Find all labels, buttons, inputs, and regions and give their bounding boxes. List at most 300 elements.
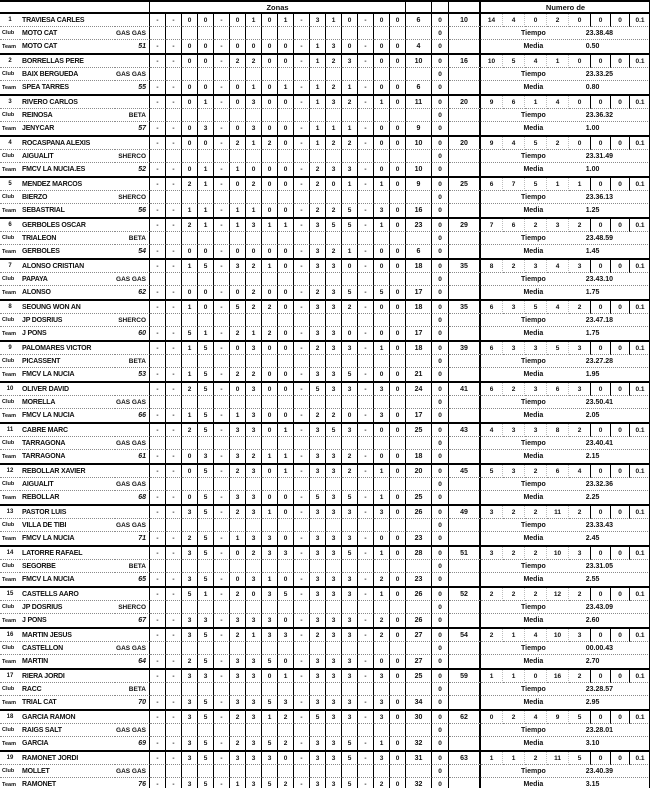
zone-score-lap2: - bbox=[166, 122, 182, 135]
zone-empty-cell bbox=[214, 765, 230, 778]
bike-brand: BETA bbox=[115, 232, 150, 245]
rider-club-row bbox=[0, 355, 649, 368]
team-name: FMCV LA NUCIA bbox=[22, 535, 75, 542]
club-label: Club bbox=[0, 109, 20, 122]
lap2-penalty: 0 bbox=[432, 532, 449, 545]
zone-score-lap2: 3 bbox=[342, 532, 358, 545]
club-penalty: 0 bbox=[432, 314, 449, 327]
zone-score-lap2: 1 bbox=[310, 81, 326, 94]
rider-rank: 14 bbox=[0, 547, 20, 560]
zone-empty-cell bbox=[198, 683, 214, 696]
score-count: 5 bbox=[525, 137, 547, 150]
zone-score-lap1: 5 bbox=[342, 547, 358, 560]
club-name: TARRAGONA bbox=[20, 437, 115, 450]
media-label: Media bbox=[523, 576, 544, 583]
team-label: Team bbox=[2, 699, 16, 706]
media-label: Media bbox=[523, 371, 544, 378]
zone-score-lap2: 3 bbox=[278, 696, 294, 709]
zone-score-lap1: 0 bbox=[278, 506, 294, 519]
zone-score-lap2: - bbox=[150, 40, 166, 53]
zone-score-lap2: - bbox=[150, 778, 166, 788]
zone-score-lap2: 5 bbox=[310, 491, 326, 504]
rider-lap2-row bbox=[0, 655, 649, 668]
zone-score-lap1: - bbox=[294, 629, 310, 642]
lap1-total: 26 bbox=[406, 588, 432, 601]
media-label: Media bbox=[523, 43, 544, 50]
zone-empty-cell bbox=[278, 355, 294, 368]
club-label: Club bbox=[0, 601, 20, 614]
zone-score-lap1: 0 bbox=[374, 260, 390, 273]
score-count: 2 bbox=[525, 506, 547, 519]
tiempo-cell bbox=[479, 601, 650, 614]
club-penalty: 0 bbox=[432, 601, 449, 614]
media-cell bbox=[479, 327, 650, 340]
zone-score-lap1: 0 bbox=[278, 260, 294, 273]
zone-score-lap1: 3 bbox=[230, 670, 246, 683]
zone-score-lap2: - bbox=[214, 737, 230, 750]
zone-empty-cell bbox=[278, 396, 294, 409]
points-empty-cell bbox=[449, 204, 481, 217]
brand-spacer bbox=[115, 178, 150, 191]
total-empty-cell bbox=[406, 478, 432, 491]
club-penalty: 0 bbox=[432, 642, 449, 655]
zone-score-lap1: 3 bbox=[326, 342, 342, 355]
zone-empty-cell bbox=[342, 68, 358, 81]
club-label: Club bbox=[0, 560, 20, 573]
zone-score-lap1: - bbox=[214, 178, 230, 191]
zone-score-lap1: 1 bbox=[374, 219, 390, 232]
zone-score-lap1: 1 bbox=[310, 96, 326, 109]
rider-number: 56 bbox=[115, 204, 150, 217]
lap2-total: 17 bbox=[406, 327, 432, 340]
zone-empty-cell bbox=[358, 355, 374, 368]
rider-club-row bbox=[0, 437, 649, 450]
zone-empty-cell bbox=[230, 150, 246, 163]
score-count: 4 bbox=[547, 260, 569, 273]
zone-empty-cell bbox=[166, 273, 182, 286]
zone-empty-cell bbox=[198, 519, 214, 532]
brand-spacer bbox=[115, 301, 150, 314]
total-empty-cell bbox=[406, 601, 432, 614]
zone-score-lap1: - bbox=[150, 506, 166, 519]
zone-score-lap2: 3 bbox=[310, 327, 326, 340]
extra-col-2: 0 bbox=[611, 506, 630, 519]
zone-score-lap2: - bbox=[358, 737, 374, 750]
zone-score-lap2: - bbox=[150, 532, 166, 545]
lap1-total: 25 bbox=[406, 424, 432, 437]
zone-empty-cell bbox=[166, 601, 182, 614]
tiempo-cell bbox=[479, 519, 650, 532]
zone-score-lap2: 2 bbox=[342, 450, 358, 463]
zone-score-lap2: 2 bbox=[246, 286, 262, 299]
zone-score-lap1: 1 bbox=[246, 629, 262, 642]
rider-club-row bbox=[0, 478, 649, 491]
zone-empty-cell bbox=[278, 519, 294, 532]
team-label: Team bbox=[2, 494, 16, 501]
zone-score-lap1: 3 bbox=[342, 383, 358, 396]
team-name: MARTIN bbox=[22, 658, 49, 665]
points-empty-cell bbox=[449, 560, 481, 573]
media-label: Media bbox=[523, 248, 544, 255]
points-empty-cell bbox=[449, 40, 481, 53]
points-total: 39 bbox=[449, 342, 481, 355]
bike-brand: GAS GAS bbox=[115, 765, 150, 778]
zone-score-lap1: 3 bbox=[310, 752, 326, 765]
zone-score-lap2: - bbox=[358, 368, 374, 381]
zone-score-lap2: 3 bbox=[374, 204, 390, 217]
zone-empty-cell bbox=[246, 437, 262, 450]
total-empty-cell bbox=[406, 437, 432, 450]
tiempo-value: 23.43.09 bbox=[585, 603, 614, 611]
zone-empty-cell bbox=[214, 560, 230, 573]
score-count: 7 bbox=[481, 219, 503, 232]
zone-empty-cell bbox=[150, 478, 166, 491]
zone-empty-cell bbox=[182, 314, 198, 327]
zone-score-lap1: 3 bbox=[230, 752, 246, 765]
rider-lap1-row bbox=[0, 547, 649, 560]
zone-empty-cell bbox=[214, 683, 230, 696]
zone-empty-cell bbox=[166, 68, 182, 81]
zone-score-lap2: 0 bbox=[278, 163, 294, 176]
zone-empty-cell bbox=[198, 724, 214, 737]
zone-score-lap2: 1 bbox=[182, 368, 198, 381]
zone-score-lap2: 0 bbox=[374, 245, 390, 258]
zone-score-lap2: - bbox=[294, 368, 310, 381]
zone-score-lap2: 0 bbox=[262, 368, 278, 381]
zone-score-lap2: - bbox=[166, 286, 182, 299]
zone-score-lap2: - bbox=[166, 696, 182, 709]
zone-empty-cell bbox=[390, 232, 406, 245]
zone-empty-cell bbox=[390, 27, 406, 40]
zone-score-lap2: 3 bbox=[342, 614, 358, 627]
zone-empty-cell bbox=[390, 519, 406, 532]
zone-empty-cell bbox=[278, 642, 294, 655]
zone-empty-cell bbox=[342, 519, 358, 532]
rider-rank: 5 bbox=[0, 178, 20, 191]
extra-col-1: 0 bbox=[591, 14, 611, 27]
score-count: 0 bbox=[481, 711, 503, 724]
zone-score-lap2: 3 bbox=[326, 286, 342, 299]
zone-empty-cell bbox=[326, 27, 342, 40]
rider-rank: 6 bbox=[0, 219, 20, 232]
extra-col-2: 0 bbox=[611, 588, 630, 601]
points-total: 20 bbox=[449, 96, 481, 109]
club-name: MOTO CAT bbox=[20, 27, 115, 40]
zone-score-lap2: - bbox=[214, 573, 230, 586]
zone-empty-cell bbox=[230, 560, 246, 573]
tiempo-label: Tiempo bbox=[521, 111, 546, 119]
team-label: Team bbox=[2, 125, 16, 132]
zone-score-lap1: 0 bbox=[374, 55, 390, 68]
media-cell bbox=[479, 491, 650, 504]
zone-score-lap1: 0 bbox=[390, 14, 406, 27]
zone-score-lap2: 2 bbox=[262, 327, 278, 340]
zone-empty-cell bbox=[214, 27, 230, 40]
zone-score-lap2: 3 bbox=[182, 696, 198, 709]
extra-col-1: 0 bbox=[591, 383, 611, 396]
media-cell bbox=[479, 614, 650, 627]
zone-score-lap2: 2 bbox=[374, 614, 390, 627]
tiempo-cell bbox=[479, 683, 650, 696]
zone-empty-cell bbox=[358, 683, 374, 696]
points-empty-cell bbox=[449, 273, 481, 286]
zone-empty-cell bbox=[166, 396, 182, 409]
club-penalty: 0 bbox=[432, 232, 449, 245]
score-count: 2 bbox=[525, 547, 547, 560]
rider-number: 52 bbox=[115, 163, 150, 176]
rider-name: MARTIN JESUS bbox=[20, 629, 115, 642]
zone-score-lap2: 3 bbox=[182, 573, 198, 586]
zone-score-lap2: 0 bbox=[374, 81, 390, 94]
club-label: Club bbox=[0, 68, 20, 81]
zone-score-lap2: 5 bbox=[182, 327, 198, 340]
media-cell bbox=[479, 286, 650, 299]
zone-empty-cell bbox=[182, 355, 198, 368]
club-penalty: 0 bbox=[432, 683, 449, 696]
zone-score-lap2: 0 bbox=[262, 491, 278, 504]
zone-score-lap2: - bbox=[358, 40, 374, 53]
zone-score-lap2: 5 bbox=[198, 368, 214, 381]
zone-empty-cell bbox=[182, 27, 198, 40]
score-count: 3 bbox=[569, 629, 591, 642]
score-count: 0 bbox=[569, 14, 591, 27]
zone-empty-cell bbox=[294, 437, 310, 450]
zone-score-lap1: - bbox=[294, 260, 310, 273]
zone-empty-cell bbox=[230, 601, 246, 614]
zone-score-lap1: - bbox=[294, 178, 310, 191]
zone-score-lap2: - bbox=[358, 696, 374, 709]
zone-score-lap1: 3 bbox=[310, 14, 326, 27]
rider-name: SEOUNG WON AN bbox=[20, 301, 115, 314]
zone-empty-cell bbox=[246, 560, 262, 573]
zone-score-lap2: - bbox=[294, 573, 310, 586]
tiempo-cell bbox=[479, 191, 650, 204]
zone-score-lap1: 0 bbox=[262, 55, 278, 68]
lap2-penalty: 0 bbox=[432, 122, 449, 135]
total-empty-cell bbox=[406, 724, 432, 737]
zone-score-lap2: 1 bbox=[246, 327, 262, 340]
zone-score-lap2: 0 bbox=[262, 163, 278, 176]
rider-block bbox=[0, 670, 649, 711]
media-value: 1.25 bbox=[585, 207, 600, 214]
score-count: 9 bbox=[547, 711, 569, 724]
rider-club-row bbox=[0, 150, 649, 163]
zone-score-lap1: 0 bbox=[390, 301, 406, 314]
zone-score-lap1: - bbox=[294, 752, 310, 765]
score-count: 2 bbox=[569, 219, 591, 232]
zone-score-lap2: - bbox=[150, 327, 166, 340]
zone-score-lap2: 2 bbox=[246, 450, 262, 463]
club-penalty: 0 bbox=[432, 396, 449, 409]
zone-score-lap2: 0 bbox=[230, 286, 246, 299]
zone-empty-cell bbox=[342, 355, 358, 368]
brand-spacer bbox=[115, 14, 150, 27]
tiempo-value: 23.50.41 bbox=[585, 398, 614, 406]
lap1-penalty: 0 bbox=[432, 711, 449, 724]
zone-score-lap2: 3 bbox=[310, 245, 326, 258]
team-name: JENYCAR bbox=[22, 125, 55, 132]
lap2-total: 27 bbox=[406, 655, 432, 668]
zone-score-lap1: 0 bbox=[390, 629, 406, 642]
zone-score-lap2: 1 bbox=[230, 532, 246, 545]
zone-empty-cell bbox=[342, 765, 358, 778]
zone-score-lap1: - bbox=[166, 547, 182, 560]
bike-brand: SHERCO bbox=[115, 191, 150, 204]
zone-score-lap1: 2 bbox=[230, 629, 246, 642]
zone-score-lap1: - bbox=[358, 506, 374, 519]
zone-empty-cell bbox=[310, 355, 326, 368]
zone-score-lap2: 5 bbox=[262, 696, 278, 709]
zone-empty-cell bbox=[326, 396, 342, 409]
points-total: 62 bbox=[449, 711, 481, 724]
rider-name: PALOMARES VICTOR bbox=[20, 342, 115, 355]
zone-empty-cell bbox=[166, 437, 182, 450]
points-empty-cell bbox=[449, 683, 481, 696]
zone-score-lap2: - bbox=[214, 778, 230, 788]
zone-score-lap2: 0 bbox=[374, 40, 390, 53]
points-empty-cell bbox=[449, 314, 481, 327]
media-label: Media bbox=[523, 658, 544, 665]
score-count: 1 bbox=[547, 55, 569, 68]
zone-score-lap2: 0 bbox=[182, 163, 198, 176]
zone-score-lap2: 0 bbox=[262, 40, 278, 53]
media-value: 1.75 bbox=[585, 330, 600, 337]
zone-score-lap2: - bbox=[214, 614, 230, 627]
zone-empty-cell bbox=[214, 396, 230, 409]
zone-score-lap2: 5 bbox=[374, 286, 390, 299]
extra-col-3: 0.1 bbox=[630, 588, 650, 601]
zone-score-lap1: - bbox=[358, 424, 374, 437]
zone-score-lap1: 0 bbox=[262, 465, 278, 478]
rider-lap2-row bbox=[0, 286, 649, 299]
zone-score-lap2: 0 bbox=[278, 40, 294, 53]
points-empty-cell bbox=[449, 491, 481, 504]
club-name: MORELLA bbox=[20, 396, 115, 409]
zone-score-lap2: 3 bbox=[342, 696, 358, 709]
zone-score-lap1: 1 bbox=[230, 219, 246, 232]
rider-block bbox=[0, 96, 649, 137]
zone-empty-cell bbox=[150, 27, 166, 40]
points-empty-cell bbox=[449, 396, 481, 409]
points-empty-cell bbox=[449, 532, 481, 545]
score-count: 11 bbox=[547, 506, 569, 519]
zone-empty-cell bbox=[166, 314, 182, 327]
lap2-penalty: 0 bbox=[432, 245, 449, 258]
zone-score-lap2: 3 bbox=[246, 614, 262, 627]
lap1-penalty: 0 bbox=[432, 14, 449, 27]
zone-score-lap1: 2 bbox=[342, 137, 358, 150]
zone-score-lap2: 0 bbox=[374, 122, 390, 135]
zone-empty-cell bbox=[358, 765, 374, 778]
zone-empty-cell bbox=[198, 437, 214, 450]
rider-lap1-row bbox=[0, 670, 649, 683]
zone-empty-cell bbox=[294, 68, 310, 81]
club-name: SEGORBE bbox=[20, 560, 115, 573]
rider-rank: 16 bbox=[0, 629, 20, 642]
rider-lap1-row bbox=[0, 506, 649, 519]
header-total-spacer bbox=[406, 2, 432, 12]
tiempo-value: 23.43.10 bbox=[585, 275, 614, 283]
zone-score-lap2: - bbox=[294, 327, 310, 340]
zone-score-lap1: 3 bbox=[342, 588, 358, 601]
zone-score-lap2: - bbox=[214, 491, 230, 504]
zone-score-lap1: 2 bbox=[230, 588, 246, 601]
rider-rank: 2 bbox=[0, 55, 20, 68]
zone-score-lap2: 3 bbox=[326, 491, 342, 504]
zone-score-lap1: - bbox=[214, 260, 230, 273]
rider-club-row bbox=[0, 27, 649, 40]
zone-score-lap1: 0 bbox=[390, 260, 406, 273]
zone-score-lap1: - bbox=[358, 219, 374, 232]
zone-empty-cell bbox=[150, 642, 166, 655]
zone-empty-cell bbox=[262, 437, 278, 450]
zone-score-lap2: 2 bbox=[326, 81, 342, 94]
zone-empty-cell bbox=[326, 232, 342, 245]
zone-score-lap2: - bbox=[150, 491, 166, 504]
zone-score-lap1: 2 bbox=[230, 55, 246, 68]
rider-number: 71 bbox=[115, 532, 150, 545]
zone-score-lap1: 0 bbox=[198, 301, 214, 314]
team-name: SPEA TARRES bbox=[22, 84, 69, 91]
zone-score-lap2: 0 bbox=[390, 573, 406, 586]
zone-score-lap2: 1 bbox=[310, 122, 326, 135]
zone-empty-cell bbox=[262, 150, 278, 163]
team-name: SEBASTRIAL bbox=[22, 207, 65, 214]
team-name: FMCV LA NUCIA bbox=[22, 576, 75, 583]
media-label: Media bbox=[523, 330, 544, 337]
score-count: 3 bbox=[547, 219, 569, 232]
zone-score-lap1: 5 bbox=[326, 219, 342, 232]
rider-name: GARCIA RAMON bbox=[20, 711, 115, 724]
zone-empty-cell bbox=[390, 683, 406, 696]
zone-score-lap1: - bbox=[214, 465, 230, 478]
zone-score-lap1: 2 bbox=[278, 711, 294, 724]
club-label: Club bbox=[0, 396, 20, 409]
extra-col-1: 0 bbox=[591, 588, 611, 601]
rider-lap2-row bbox=[0, 40, 649, 53]
zone-empty-cell bbox=[246, 232, 262, 245]
zone-empty-cell bbox=[182, 191, 198, 204]
score-count: 1 bbox=[503, 670, 525, 683]
rider-name: CABRE MARC bbox=[20, 424, 115, 437]
zone-score-lap1: 5 bbox=[198, 465, 214, 478]
zone-score-lap1: - bbox=[150, 14, 166, 27]
rider-block bbox=[0, 342, 649, 383]
lap2-total: 25 bbox=[406, 491, 432, 504]
zone-empty-cell bbox=[310, 191, 326, 204]
rider-name: RIVERO CARLOS bbox=[20, 96, 115, 109]
rider-club-row bbox=[0, 314, 649, 327]
lap2-total: 18 bbox=[406, 450, 432, 463]
zone-score-lap1: 3 bbox=[326, 711, 342, 724]
brand-spacer bbox=[115, 342, 150, 355]
zone-score-lap2: - bbox=[214, 163, 230, 176]
zone-score-lap2: 0 bbox=[390, 286, 406, 299]
lap1-total: 18 bbox=[406, 260, 432, 273]
extra-col-2: 0 bbox=[611, 178, 630, 191]
zone-score-lap1: - bbox=[358, 547, 374, 560]
zone-score-lap2: - bbox=[358, 532, 374, 545]
zone-score-lap2: 1 bbox=[182, 409, 198, 422]
lap2-total: 23 bbox=[406, 573, 432, 586]
zone-empty-cell bbox=[278, 232, 294, 245]
score-count: 1 bbox=[525, 96, 547, 109]
rider-lap2-row bbox=[0, 532, 649, 545]
total-empty-cell bbox=[406, 314, 432, 327]
zone-empty-cell bbox=[262, 601, 278, 614]
zone-score-lap1: 1 bbox=[246, 14, 262, 27]
tiempo-cell bbox=[479, 273, 650, 286]
